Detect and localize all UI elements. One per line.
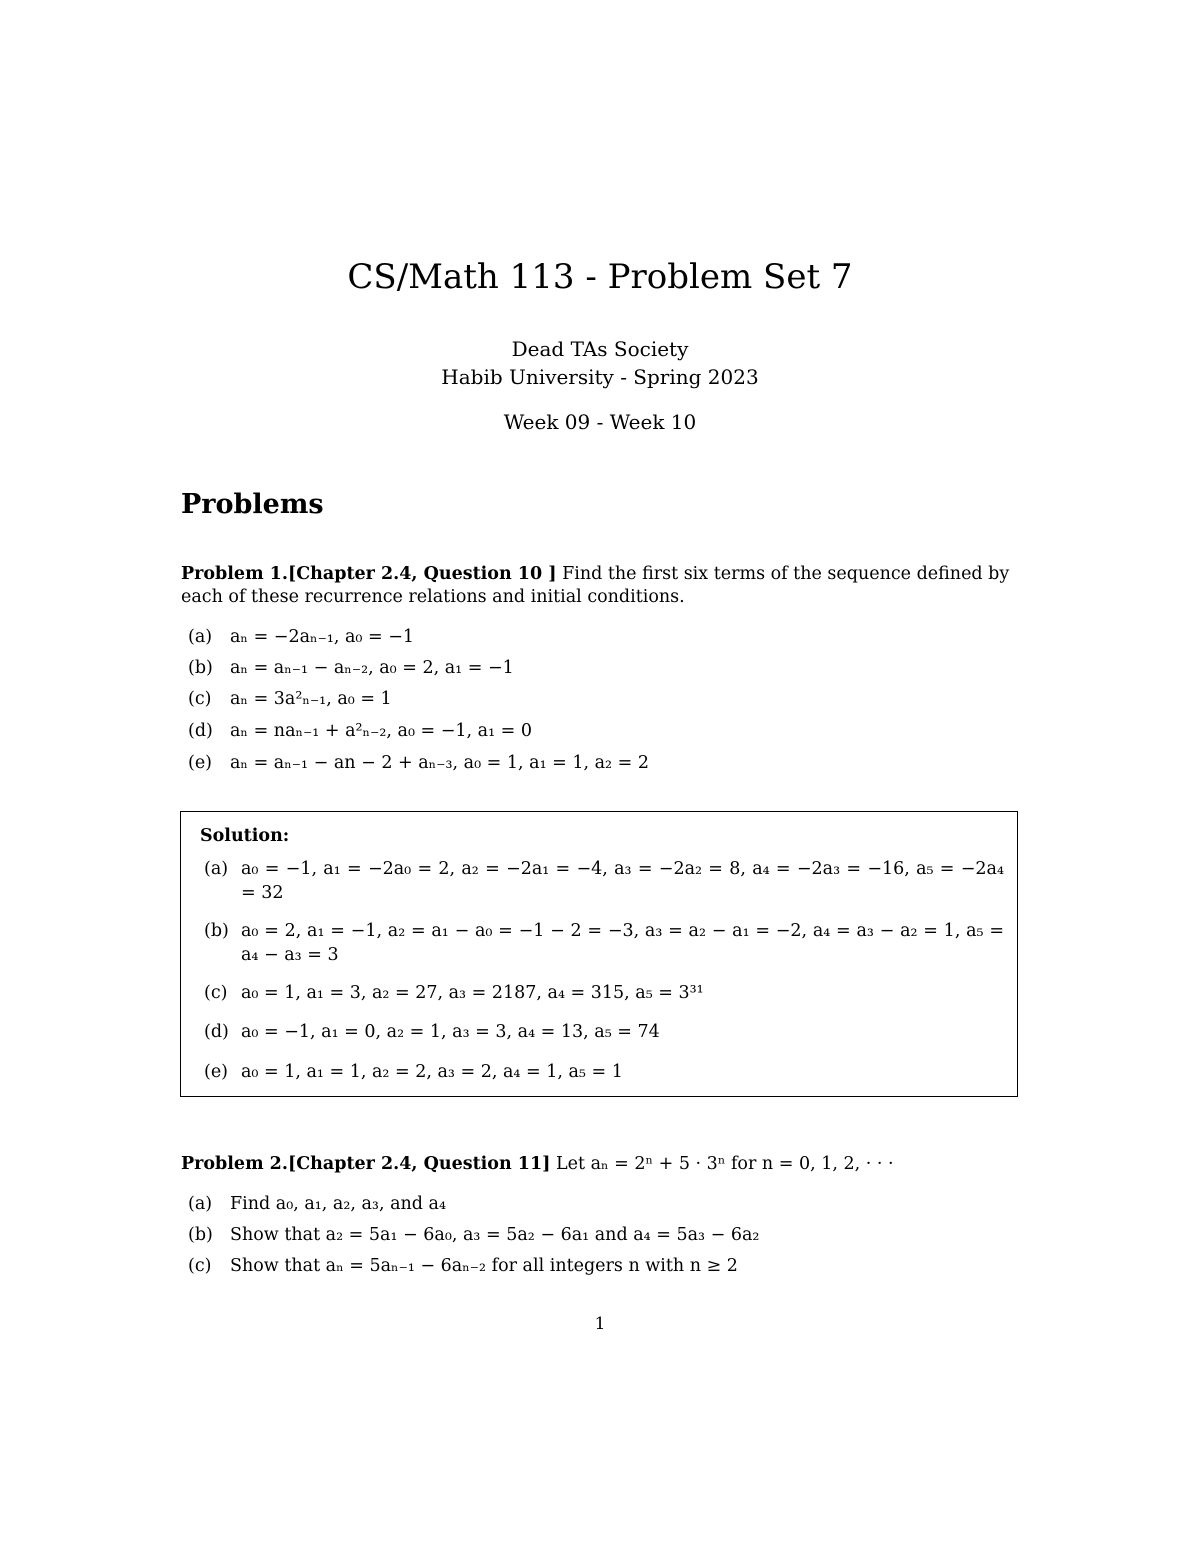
problem-1-part-e: (e) aₙ = aₙ₋₁ − an − 2 + aₙ₋₃, a₀ = 1, a₁ = 1, a₂ = 2 xyxy=(188,753,650,773)
solution-part-a: (a) a₀ = −1, a₁ = −2a₀ = 2, a₂ = −2a₁ = −4, a₃ = −2a₂ = 8, a₄ = −2a₃ = −16, a₅ = −2a₄ = 32 xyxy=(204,859,1004,903)
problem-2-part-b: (b) Show that a₂ = 5a₁ − 6a₀, a₃ = 5a₂ − 6a₁ and a₄ = 5a₃ − 6a₂ xyxy=(188,1225,760,1245)
solution-part-e: (e) a₀ = 1, a₁ = 1, a₂ = 2, a₃ = 2, a₄ = 1, a₅ = 1 xyxy=(204,1062,623,1082)
problem-2-part-a: (a) Find a₀, a₁, a₂, a₃, and a₄ xyxy=(188,1194,446,1214)
problem-1-part-d: (d) aₙ = naₙ₋₁ + a²ₙ₋₂, a₀ = −1, a₁ = 0 xyxy=(188,721,533,741)
solution-part-d: (d) a₀ = −1, a₁ = 0, a₂ = 1, a₃ = 3, a₄ = 13, a₅ = 74 xyxy=(204,1022,660,1042)
problem-1-label: Problem 1. xyxy=(181,564,288,584)
problem-1-part-b: (b) aₙ = aₙ₋₁ − aₙ₋₂, a₀ = 2, a₁ = −1 xyxy=(188,658,514,678)
section-heading: Problems xyxy=(181,489,324,520)
problem-2-part-c: (c) Show that aₙ = 5aₙ₋₁ − 6aₙ₋₂ for all integers n with n ≥ 2 xyxy=(188,1256,738,1276)
solution-part-b: (b) a₀ = 2, a₁ = −1, a₂ = a₁ − a₀ = −1 − 2 = −3, a₃ = a₂ − a₁ = −2, a₄ = a₃ − a₂ = 1, a₅ = a₄ − a₃ = 3 xyxy=(204,921,1004,965)
problem-2-label: Problem 2. xyxy=(181,1154,288,1174)
problem-1-ref: [Chapter 2.4, Question 10 ] xyxy=(287,564,557,584)
problem-1-statement xyxy=(181,563,1031,609)
problem-2-statement xyxy=(181,1153,1031,1176)
document-title: CS/Math 113 - Problem Set 7 xyxy=(347,257,853,297)
author-line: Dead TAs Society xyxy=(511,337,689,361)
solution-part-c: (c) a₀ = 1, a₁ = 3, a₂ = 27, a₃ = 2187, a₄ = 315, a₅ = 3³¹ xyxy=(204,983,704,1003)
weeks-line: Week 09 - Week 10 xyxy=(503,410,697,434)
problem-1-part-a: (a) aₙ = −2aₙ₋₁, a₀ = −1 xyxy=(188,627,415,647)
problem-1-text: Find the first six terms of the sequence defined by each of these recurrence relations and initial conditions. xyxy=(181,564,1010,607)
problem-2-text: Let aₙ = 2ⁿ + 5 · 3ⁿ for n = 0, 1, 2, · · · xyxy=(550,1154,894,1174)
institution-line: Habib University - Spring 2023 xyxy=(441,365,759,389)
solution-title: Solution: xyxy=(200,826,290,846)
problem-2-ref: [Chapter 2.4, Question 11] xyxy=(287,1154,551,1174)
page-number: 1 xyxy=(594,1314,606,1334)
problem-1-part-c: (c) aₙ = 3a²ₙ₋₁, a₀ = 1 xyxy=(188,689,392,709)
